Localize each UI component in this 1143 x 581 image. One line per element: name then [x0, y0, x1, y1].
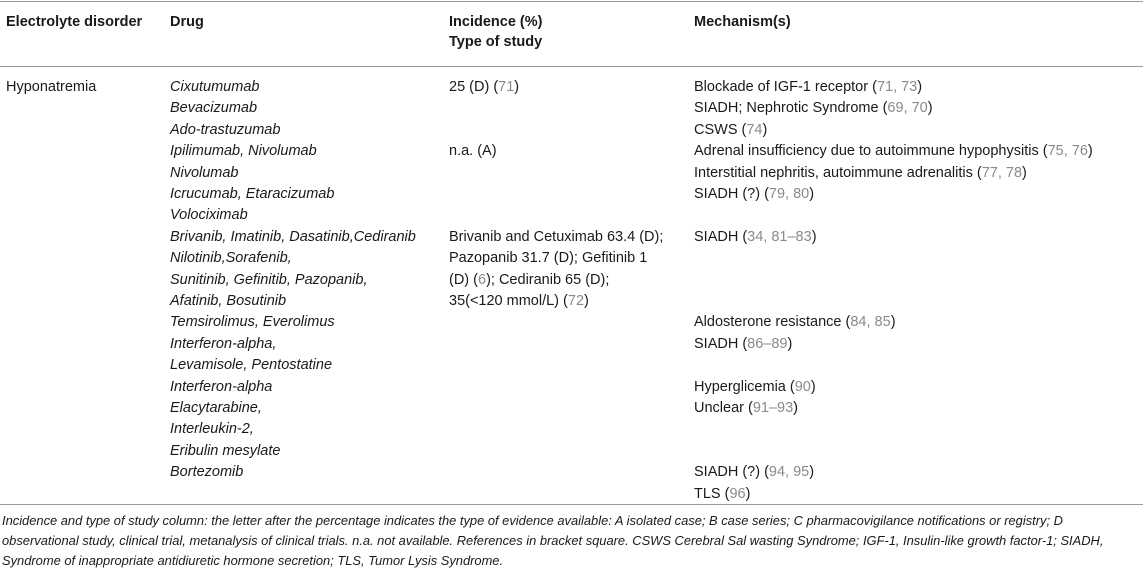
mechanism-line	[694, 141, 1093, 162]
mechanism-text: Blockade of IGF-1 receptor (	[694, 79, 877, 95]
reference-link: 6	[478, 271, 487, 288]
incidence-text: (D) (	[449, 271, 478, 288]
reference-link: 96	[729, 485, 746, 502]
mechanism-line	[694, 398, 798, 419]
mechanism-text: )	[927, 100, 933, 117]
reference-link: 71, 73	[876, 79, 918, 95]
drug-line: Brivanib, Imatinib, Dasatinib,Cediranib	[170, 228, 416, 245]
table-footnote: Incidence and type of study column: the letter after the percentage indicates the type of evidence available: A isolated case; B case series; C pharmacovigilance notifications or registry; D observational study, clinical trial, metanalysis of clinical trials. n.a. not available. References in bracket square. CSWS Cerebral Sal wasting Syndrome; IGF-1, Insulin-like growth factor-1; SIADH, Syndrome of inappropriate antidiuretic hormone secretion; TLS, Tumor Lysis Syndrome.	[2, 513, 1104, 568]
drug-line: Temsirolimus, Everolimus	[170, 314, 335, 331]
mechanism-text: Aldosterone resistance (	[694, 314, 851, 331]
reference-link: 84, 85	[850, 314, 891, 331]
drug-line: Interferon-alpha,	[170, 335, 277, 352]
drug-line: Levamisole, Pentostatine	[170, 357, 333, 374]
header-electrolyte-disorder: Electrolyte disorder	[6, 14, 143, 30]
mechanism-text: SIADH (	[694, 228, 748, 245]
header-incidence-percent: Incidence (%)	[449, 14, 543, 30]
mechanism-text: SIADH; Nephrotic Syndrome (	[694, 100, 888, 117]
reference-link: 77, 78	[981, 164, 1023, 181]
reference-link: 72	[567, 293, 585, 309]
reference-link: 71	[498, 79, 515, 95]
drug-line: Elacytarabine,	[170, 400, 262, 416]
mechanism-text: )	[745, 485, 751, 502]
mechanism-line	[694, 484, 750, 505]
drug-line: Bortezomib	[170, 464, 244, 481]
mechanism-line	[694, 462, 814, 483]
header-incidence	[449, 12, 679, 52]
mechanism-text: TLS (	[694, 485, 730, 502]
incidence-text: n.a. (A)	[449, 143, 497, 160]
incidence-text: Brivanib and Cetuximab 63.4 (D);	[449, 228, 664, 245]
incidence-text: )	[584, 293, 589, 309]
reference-link: 69, 70	[887, 100, 928, 117]
mechanism-text: )	[890, 314, 896, 331]
incidence-text: 35(<120 mmol/L) (	[449, 293, 568, 309]
drug-line: Icrucumab, Etaracizumab	[170, 186, 335, 202]
mechanism-line	[694, 377, 816, 398]
incidence-text: )	[514, 79, 520, 95]
header-type-of-study: Type of study	[449, 34, 543, 50]
drug-line: Nilotinib,Sorafenib,	[170, 250, 292, 267]
header-drug: Drug	[170, 14, 204, 30]
mechanism-text: Adrenal insufficiency due to autoimmune hypophysitis (	[694, 143, 1048, 160]
incidence-text: 25 (D) (	[449, 79, 499, 95]
drug-line: Volociximab	[170, 207, 248, 224]
drug-line: Interferon-alpha	[170, 378, 273, 395]
table-top-rule	[0, 1, 1143, 2]
mechanism-text: SIADH (	[694, 335, 748, 352]
incidence-line	[449, 227, 663, 248]
reference-link: 79, 80	[768, 186, 810, 202]
mechanism-line	[694, 98, 933, 119]
incidence-line	[449, 141, 497, 162]
header-rule	[0, 66, 1143, 67]
drug-line: Ado-trastuzumab	[170, 121, 281, 138]
mechanism-text: )	[809, 186, 815, 202]
incidence-line	[449, 77, 519, 98]
reference-link: 75, 76	[1047, 143, 1088, 160]
drug-line: Ipilimumab, Nivolumab	[170, 143, 317, 160]
incidence-text: ); Cediranib 65 (D);	[486, 271, 610, 288]
incidence-text: Pazopanib 31.7 (D); Gefitinib 1	[449, 250, 648, 267]
mechanism-text: )	[810, 378, 816, 395]
drug-line: Afatinib, Bosutinib	[170, 293, 287, 309]
mechanism-line	[694, 227, 817, 248]
reference-link: 90	[794, 378, 811, 395]
mechanism-text: SIADH (?) (	[694, 186, 769, 202]
reference-link: 74	[746, 121, 763, 138]
mechanism-text: )	[1087, 143, 1093, 160]
drug-line: Bevacizumab	[170, 100, 258, 117]
mechanism-text: CSWS (	[694, 121, 747, 138]
mechanism-text: )	[917, 79, 923, 95]
mechanism-text: Interstitial nephritis, autoimmune adrenalitis (	[694, 164, 982, 181]
drug-line: Cixutumumab	[170, 79, 260, 95]
mechanism-line	[694, 163, 1027, 184]
reference-link: 94, 95	[768, 464, 810, 481]
mechanism-line	[694, 184, 814, 205]
mechanism-line	[694, 312, 896, 333]
cell-electrolyte-disorder: Hyponatremia	[6, 79, 97, 95]
incidence-line	[449, 291, 589, 312]
mechanism-text: SIADH (?) (	[694, 464, 769, 481]
drug-line: Interleukin-2,	[170, 421, 254, 438]
mechanism-line	[694, 77, 922, 98]
mechanism-text: Unclear (	[694, 400, 753, 416]
reference-link: 34, 81–83	[747, 228, 812, 245]
drug-line: Eribulin mesylate	[170, 442, 281, 459]
mechanism-line	[694, 120, 767, 141]
mechanism-text: )	[793, 400, 798, 416]
reference-link: 86–89	[747, 335, 788, 352]
mechanism-text: Hyperglicemia (	[694, 378, 795, 395]
mechanism-text: )	[787, 335, 793, 352]
reference-link: 91–93	[752, 400, 794, 416]
mechanism-text: )	[1022, 164, 1027, 181]
mechanism-line	[694, 334, 792, 355]
header-mechanisms: Mechanism(s)	[694, 14, 791, 30]
mechanism-text: )	[762, 121, 768, 138]
drug-line: Nivolumab	[170, 164, 239, 181]
mechanism-text: )	[811, 228, 817, 245]
mechanism-text: )	[809, 464, 815, 481]
incidence-line	[449, 270, 609, 291]
drug-line: Sunitinib, Gefinitib, Pazopanib,	[170, 271, 368, 288]
incidence-line	[449, 248, 647, 269]
table-bottom-rule	[0, 504, 1143, 505]
